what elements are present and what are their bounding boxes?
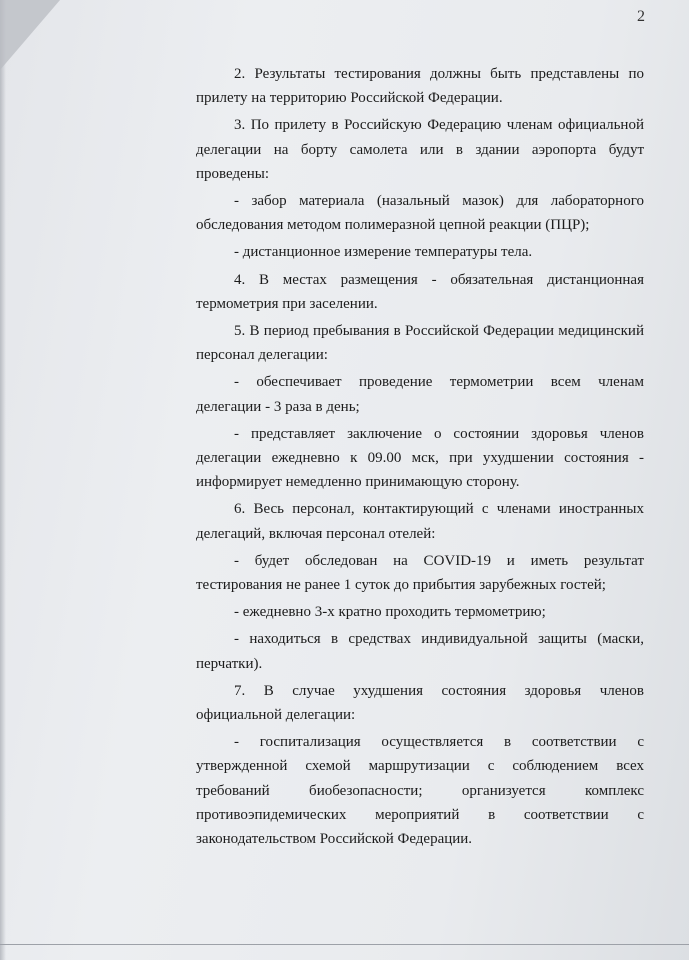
paragraph-3: 3. По прилету в Российскую Федерацию членам официальной делегации на борту самолета или в здании аэропорта будут проведены: [196,117,644,182]
paragraph-6-item-covid-test: - будет обследован на COVID-19 и иметь результат тестирования не ранее 1 суток до прибытия зарубежных гостей; [196,552,644,594]
paragraph-5-item-thermometry: - обеспечивает проведение термометрии всем членам делегации - 3 раза в день; [196,374,644,415]
page-edge-shadow [0,0,6,960]
document-body [196,62,644,854]
paragraph-6-item-ppe: - находиться в средствах индивидуальной защиты (маски, перчатки). [196,631,644,672]
paragraph-5: 5. В период пребывания в Российской Федерации медицинский персонал делегации: [196,323,644,364]
page-corner-shadow [0,0,60,70]
paragraph-5-item-health-report: - представляет заключение о состоянии здоровья членов делегации ежедневно к 09.00 мск, при ухудшении состояния - информирует немедленно принимающую сторону. [196,425,644,491]
page-bottom-edge [0,944,689,945]
paragraph-6-item-daily-thermometry: - ежедневно 3-х кратно проходить термометрию; [234,604,546,621]
paragraph-2: 2. Результаты тестирования должны быть представлены по прилету на территорию Российской Федерации. [196,66,644,107]
page-number: 2 [637,8,645,25]
paragraph-4: 4. В местах размещения - обязательная дистанционная термометрия при заселении. [196,271,644,312]
paragraph-3-item-sampling: - забор материала (назальный мазок) для лабораторного обследования методом полимеразной цепной реакции (ПЦР); [196,193,644,234]
paragraph-6: 6. Весь персонал, контактирующий с членами иностранных делегаций, включая персонал отелей: [196,501,644,542]
paragraph-3-item-temperature: - дистанционное измерение температуры тела. [234,244,533,261]
paragraph-7-item-hospitalization: - госпитализация осуществляется в соответствии с утвержденной схемой маршрутизации с соблюдением всех требований биобезопасности; организуется комплекс противоэпидемических мероприятий в соответствии с законодательством Российской Федерации. [196,734,644,848]
paragraph-7: 7. В случае ухудшения состояния здоровья членов официальной делегации: [196,682,644,724]
